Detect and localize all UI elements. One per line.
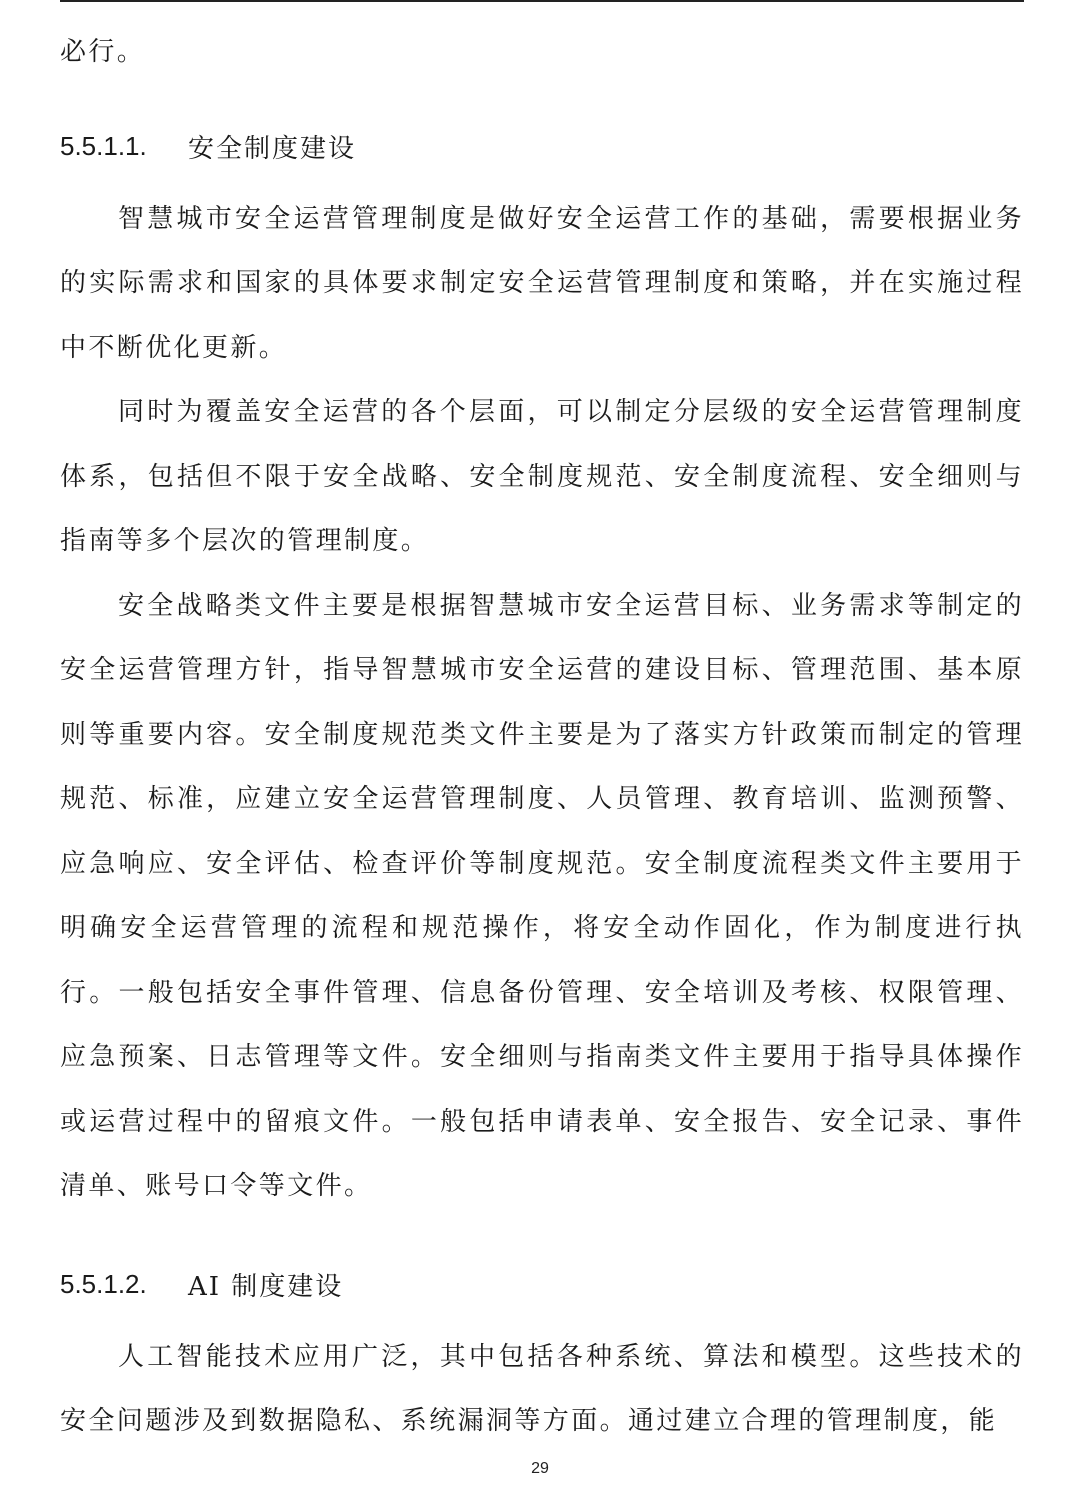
page-number: 29 [531,1460,549,1477]
paragraph: 智慧城市安全运营管理制度是做好安全运营工作的基础，需要根据业务的实际需求和国家的具体要求制定安全运营管理制度和策略，并在实施过程中不断优化更新。 [60,203,1024,363]
paragraph: 同时为覆盖安全运营的各个层面，可以制定分层级的安全运营管理制度体系，包括但不限于安全战略、安全制度规范、安全制度流程、安全细则与指南等多个层次的管理制度。 [60,397,1024,556]
document-body [60,20,1024,1454]
section-title: AI 制度建设 [188,1272,344,1302]
section-title: 安全制度建设 [188,134,357,164]
section-number: 5.5.1.2. [60,1269,147,1299]
paragraph: 安全战略类文件主要是根据智慧城市安全运营目标、业务需求等制定的安全运营管理方针，指导智慧城市安全运营的建设目标、管理范围、基本原则等重要内容。安全制度规范类文件主要是为了落实方针政策而制定的管理规范、标准，应建立安全运营管理制度、人员管理、教育培训、监测预警、应急响应、安全评估、检查评价等制度规范。安全制度流程类文件主要用于明确安全运营管理的流程和规范操作，将安全动作固化，作为制度进行执行。一般包括安全事件管理、信息备份管理、安全培训及考核、权限管理、应急预案、日志管理等文件。安全细则与指南类文件主要用于指导具体操作或运营过程中的留痕文件。一般包括申请表单、安全报告、安全记录、事件清单、账号口令等文件。 [60,590,1024,1201]
top-rule [60,0,1024,2]
spacer [60,1317,1024,1325]
paragraph: 人工智能技术应用广泛，其中包括各种系统、算法和模型。这些技术的安全问题涉及到数据隐私、系统漏洞等方面。通过建立合理的管理制度，能 [60,1341,1024,1436]
section-heading-5-5-1-1 [60,115,1024,179]
spacer [60,1219,1024,1253]
spacer [60,85,1024,115]
spacer [60,179,1024,187]
section-heading-5-5-1-2 [60,1253,1024,1317]
intro-text: 必行。 [60,37,146,67]
section-number: 5.5.1.1. [60,131,147,161]
